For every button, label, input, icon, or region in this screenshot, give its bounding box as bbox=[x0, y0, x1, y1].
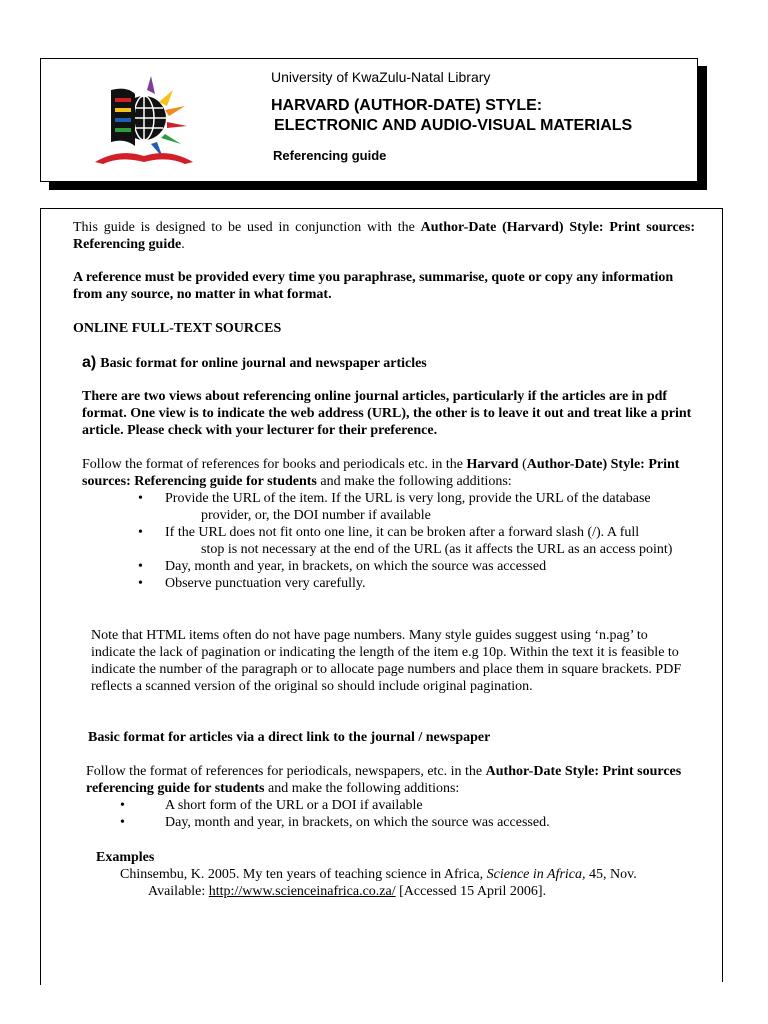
intro-paragraph: This guide is designed to be used in conjunction with the Author-Date (Harvard) Style: Print sources: Referencing guide. bbox=[73, 220, 696, 252]
reference-warning: A reference must be provided every time you paraphrase, summarise, quote or copy any information from any source, no matter in what format. bbox=[73, 270, 674, 302]
list-item: • Provide the URL of the item. If the URL is very long, provide the URL of the database provider, or, the DOI number if available bbox=[138, 491, 651, 523]
subsection-a-heading: a) Basic format for online journal and newspaper articles bbox=[82, 354, 427, 371]
example-reference: Chinsembu, K. 2005. My ten years of teaching science in Africa, Science in Africa, 45, Nov. Available: http://www.scienceinafrica.co.za/ [Accessed 15 April 2006]. bbox=[120, 867, 637, 899]
additions-list bbox=[82, 490, 694, 592]
section-heading: ONLINE FULL-TEXT SOURCES bbox=[73, 321, 282, 336]
additions-list-2 bbox=[82, 797, 694, 831]
header-university: University of KwaZulu-Natal Library bbox=[271, 69, 491, 85]
views-paragraph: There are two views about referencing online journal articles, particularly if the articles are in pdf format. One view is to indicate the web address (URL), the other is to leave it out and treat like a print article. Please check with your lecturer for their preference. bbox=[82, 389, 692, 438]
list-item: • A short form of the URL or a DOI if available bbox=[120, 798, 423, 813]
follow-format-paragraph: Follow the format of references for books and periodicals etc. in the Harvard (Author-Date) Style: Print sources: Referencing guide for students and make the following additions: bbox=[82, 457, 680, 489]
header-title-line1: HARVARD (AUTHOR-DATE) STYLE: bbox=[271, 97, 543, 114]
logo-book bbox=[95, 153, 193, 164]
header-title-line2: ELECTRONIC AND AUDIO-VISUAL MATERIALS bbox=[274, 117, 633, 134]
ukzn-logo bbox=[89, 76, 199, 166]
header-box bbox=[40, 58, 698, 182]
logo-shield bbox=[111, 89, 135, 146]
example-url-link[interactable]: http://www.scienceinafrica.co.za/ bbox=[208, 884, 396, 899]
direct-link-heading: Basic format for articles via a direct link to the journal / newspaper bbox=[88, 730, 491, 745]
header-subtitle: Referencing guide bbox=[273, 148, 387, 163]
content-box-corner bbox=[40, 981, 41, 985]
list-item: • Observe punctuation very carefully. bbox=[138, 576, 366, 591]
examples-heading: Examples bbox=[96, 850, 155, 865]
list-item: • Day, month and year, in brackets, on which the source was accessed bbox=[138, 559, 547, 574]
follow-format-paragraph-2: Follow the format of references for periodicals, newspapers, etc. in the Author-Date Style: Print sources referencing guide for students and make the following additions: bbox=[86, 764, 682, 796]
pagination-note: Note that HTML items often do not have page numbers. Many style guides suggest using ‘n.pag’ to indicate the lack of pagination or indicating the length of the item e.g 10p. Within the text it is feasible to indicate the number of the paragraph or to allocate page numbers and place them in square brackets. PDF reflects a scanned version of the original so should include original pagination. bbox=[91, 628, 682, 694]
list-item: • If the URL does not fit onto one line, it can be broken after a forward slash (/). A full stop is not necessary at the end of the URL (as it affects the URL as an access point) bbox=[138, 525, 673, 557]
list-item: • Day, month and year, in brackets, on which the source was accessed. bbox=[120, 815, 550, 830]
